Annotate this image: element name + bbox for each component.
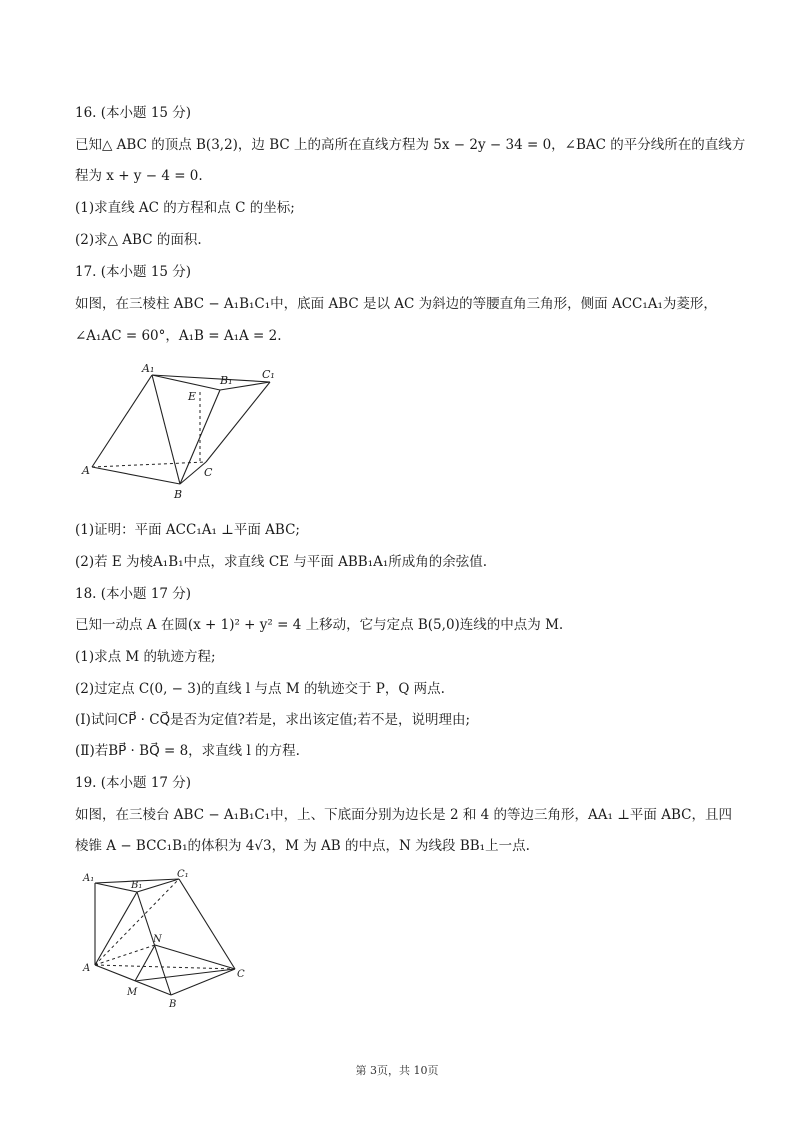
edge-ab (92, 467, 180, 484)
problem-16-statement-line2: 程为 x + y − 4 = 0. (75, 168, 203, 184)
label-e: E (188, 390, 197, 403)
label-a: A (83, 963, 91, 974)
problem-17-statement-line1: 如图，在三棱柱 ABC − A₁B₁C₁中，底面 ABC 是以 AC 为斜边的等腰直角三角形，侧面 ACC₁A₁为菱形， (75, 296, 717, 312)
problem-16-heading: 16. (本小题 15 分) (75, 105, 192, 121)
problem-16-part1: (1)求直线 AC 的方程和点 C 的坐标; (75, 200, 295, 216)
edge-a1b (152, 375, 180, 484)
edge-ac-hidden (95, 965, 235, 969)
segment-nc (155, 945, 235, 969)
label-c1: C₁ (262, 368, 275, 381)
edge-bc (180, 462, 206, 484)
label-b: B (169, 999, 177, 1010)
problem-16-statement-line1: 已知△ ABC 的顶点 B(3,2)，边 BC 上的高所在直线方程为 5x − 2y − 34 = 0，∠BAC 的平分线所在的直线方 (75, 137, 746, 153)
problem-17-statement-line2: ∠A₁AC = 60°，A₁B = A₁A = 2. (75, 328, 282, 344)
prism-figure (70, 360, 300, 510)
edge-ac-hidden (92, 462, 206, 467)
edge-c1c (179, 879, 235, 969)
prism-diagram (70, 360, 300, 510)
label-a1: A₁ (83, 873, 95, 884)
problem-19-heading: 19. (本小题 17 分) (75, 775, 192, 791)
problem-19-statement-line1: 如图，在三棱台 ABC − A₁B₁C₁中，上、下底面分别为边长是 2 和 4 的等边三角形，AA₁ ⊥平面 ABC，且四 (75, 807, 732, 823)
segment-nm (135, 945, 155, 981)
label-b1: B₁ (220, 374, 233, 387)
edge-a1a (92, 375, 152, 467)
label-b1: B₁ (131, 880, 143, 891)
edge-b1a (95, 892, 137, 965)
label-a: A (82, 464, 90, 477)
label-b: B (174, 488, 183, 501)
problem-18-statement: 已知一动点 A 在圆(x + 1)² + y² = 4 上移动，它与定点 B(5,0)连线的中点为 M. (75, 617, 564, 633)
edge-c1c (206, 382, 270, 462)
frustum-figure (75, 865, 255, 1015)
label-a1: A₁ (142, 362, 155, 375)
problem-18-part2: (2)过定点 C(0, − 3)的直线 l 与点 M 的轨迹交于 P，Q 两点. (75, 681, 445, 697)
problem-17-heading: 17. (本小题 15 分) (75, 264, 192, 280)
label-m: M (127, 987, 138, 998)
label-c: C (237, 969, 245, 980)
page-footer: 第 3页，共 10页 (355, 1064, 439, 1077)
problem-16-part2: (2)求△ ABC 的面积. (75, 232, 202, 248)
problem-17-part1: (1)证明：平面 ACC₁A₁ ⊥平面 ABC; (75, 522, 300, 538)
label-c: C (204, 466, 213, 479)
problem-18-part2-i: (Ⅰ)试问CP⃗ · CQ⃗是否为定值?若是，求出该定值;若不是，说明理由; (75, 712, 470, 728)
frustum-diagram (75, 865, 255, 1015)
label-n: N (153, 934, 162, 945)
problem-17-part2: (2)若 E 为棱A₁B₁中点，求直线 CE 与平面 ABB₁A₁所成角的余弦值. (75, 554, 488, 570)
problem-19-statement-line2: 棱锥 A − BCC₁B₁的体积为 4√3，M 为 AB 的中点，N 为线段 BB₁上一点. (75, 838, 530, 854)
label-c1: C₁ (177, 869, 189, 880)
problem-18-part1: (1)求点 M 的轨迹方程; (75, 649, 216, 665)
problem-18-part2-ii: (Ⅱ)若BP⃗ · BQ⃗ = 8，求直线 l 的方程. (75, 743, 300, 759)
problem-18-heading: 18. (本小题 17 分) (75, 586, 192, 602)
